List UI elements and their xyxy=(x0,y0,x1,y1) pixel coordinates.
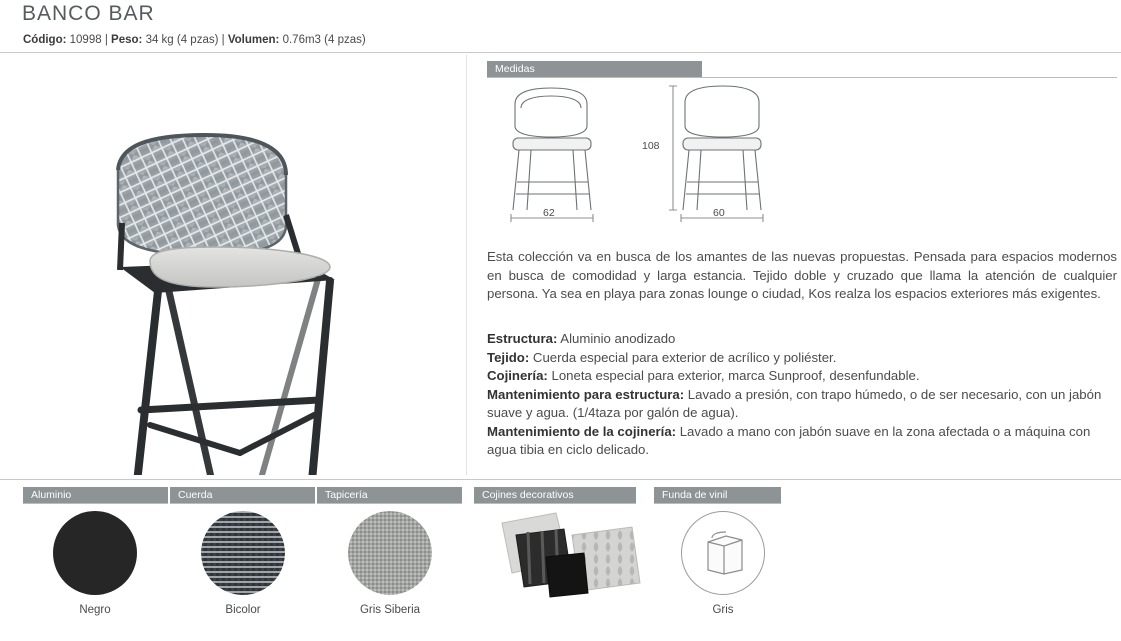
spec-value-tejido: Cuerda especial para exterior de acrílico y poliéster. xyxy=(529,349,837,365)
material-underline-aluminio xyxy=(23,503,168,504)
medidas-section-label: Medidas xyxy=(487,61,702,77)
swatch-caption-funda: Gris xyxy=(712,604,734,616)
material-column-tapiceria xyxy=(317,487,462,504)
spec-item-tejido xyxy=(487,349,1119,368)
swatch-cojines-decorativos xyxy=(494,505,644,600)
codigo-value: 10998 xyxy=(69,34,102,46)
material-underline-cojines xyxy=(474,503,636,504)
swatch-aluminio-negro xyxy=(53,511,137,595)
spec-item-mantenimiento-cojineria xyxy=(487,423,1119,460)
material-underline-cuerda xyxy=(170,503,315,504)
material-label-tapiceria: Tapicería xyxy=(317,487,462,503)
swatch-caption-aluminio: Negro xyxy=(79,604,111,616)
swatch-caption-tapiceria: Gris Siberia xyxy=(359,604,421,616)
material-label-cuerda: Cuerda xyxy=(170,487,315,503)
dimension-width-front: 62 xyxy=(543,207,555,219)
swatch-tapiceria-gris-siberia xyxy=(348,511,432,595)
material-label-aluminio: Aluminio xyxy=(23,487,168,503)
product-photo xyxy=(0,55,466,475)
product-description: Esta colección va en busca de los amantes de las nuevas propuestas. Pensada para espacios modernos en busca de comodidad y larga estancia. Tejido doble y cruzado que llama la atención de cualquier persona. Ya sea en playa para zonas lounge o ciudad, Kos realza los espacios exteriores más exigentes. xyxy=(487,249,1117,301)
spec-label-mantenimiento-cojineria: Mantenimiento de la cojinería: xyxy=(487,423,677,439)
dimension-height: 108 xyxy=(642,140,660,152)
peso-value: 34 kg (4 pzas) xyxy=(145,34,219,46)
spec-value-mantenimiento-estructura: Lavado a presión, con trapo húmedo, o de ser necesario, con un jabón suave y agua. (1/4taza por galón de agua). xyxy=(487,386,1102,420)
spec-item-mantenimiento-estructura xyxy=(487,386,1119,423)
swatch-funda-vinil-gris xyxy=(681,511,765,595)
spec-label-cojineria: Cojinería: xyxy=(487,368,548,383)
medidas-underline xyxy=(487,77,1117,78)
product-specifications xyxy=(487,330,1119,460)
spec-line xyxy=(23,34,366,46)
peso-label: Peso: xyxy=(111,34,143,46)
bottom-divider xyxy=(0,479,1121,480)
dimension-width-side: 60 xyxy=(713,207,725,219)
material-column-funda xyxy=(654,487,781,504)
spec-separator-1: | xyxy=(104,34,108,46)
material-column-cuerda xyxy=(170,487,315,504)
spec-value-cojineria: Loneta especial para exterior, marca Sunproof, desenfundable. xyxy=(547,368,920,383)
material-underline-tapiceria xyxy=(317,503,462,504)
spec-item-cojineria xyxy=(487,367,1119,386)
material-column-cojines xyxy=(474,487,636,504)
spec-separator-2: | xyxy=(221,34,225,46)
volumen-value: 0.76m3 (4 pzas) xyxy=(282,34,366,46)
dimension-drawings xyxy=(487,82,817,232)
material-underline-funda xyxy=(654,503,781,504)
page-title: BANCO BAR xyxy=(22,2,155,25)
spec-value-estructura: Aluminio anodizado xyxy=(557,331,676,346)
spec-label-tejido: Tejido: xyxy=(487,349,530,365)
spec-label-estructura: Estructura: xyxy=(487,331,558,346)
spec-label-mantenimiento-estructura: Mantenimiento para estructura: xyxy=(487,386,685,402)
header-divider xyxy=(0,52,1121,53)
spec-item-estructura xyxy=(487,330,1119,349)
swatch-caption-cuerda: Bicolor xyxy=(225,604,261,616)
material-label-cojines: Cojines decorativos xyxy=(474,487,636,503)
codigo-label: Código: xyxy=(23,34,67,46)
photo-divider xyxy=(466,55,467,475)
material-label-funda: Funda de vinil xyxy=(654,487,781,503)
material-column-aluminio xyxy=(23,487,168,504)
spec-value-mantenimiento-cojineria: Lavado a mano con jabón suave en la zona afectada o a máquina con agua tibia en ciclo delicado. xyxy=(487,423,1091,457)
volumen-label: Volumen: xyxy=(227,34,280,46)
swatch-cuerda-bicolor xyxy=(201,511,285,595)
